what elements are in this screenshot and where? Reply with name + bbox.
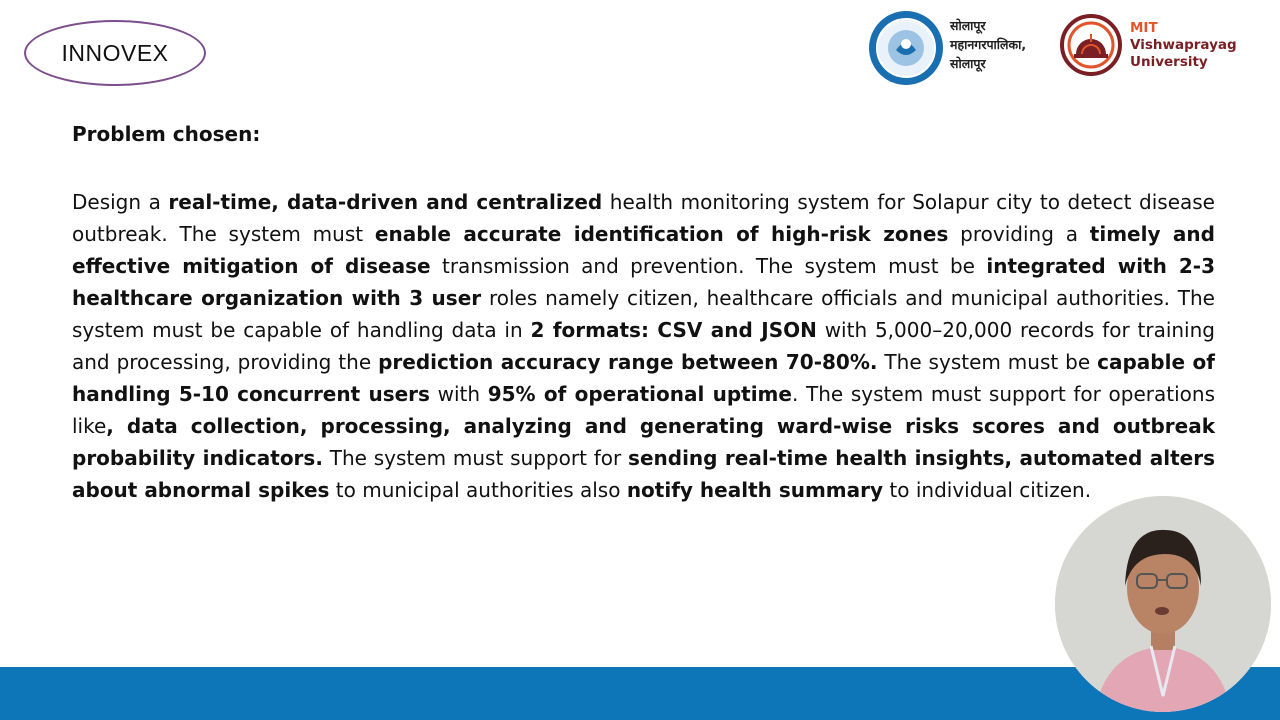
emphasized-text: sending real-time health insights, automated alters about abnormal spikes	[72, 446, 1215, 502]
slide-heading: Problem chosen:	[72, 122, 261, 146]
emphasized-text: timely and effective mitigation of disease	[72, 222, 1215, 278]
emphasized-text: capable of handling 5-10 concurrent users	[72, 350, 1215, 406]
university-name-mit: MIT	[1130, 20, 1158, 36]
presenter-webcam	[1055, 496, 1271, 712]
paragraph-text: . The system must support for operations like	[72, 382, 1216, 438]
paragraph-text: providing a	[948, 222, 1090, 246]
paragraph-text: with	[429, 382, 488, 406]
emphasized-text: notify health summary	[626, 478, 884, 502]
paragraph-text: The system must be	[877, 350, 1098, 374]
paragraph-text: roles namely citizen, healthcare officials and municipal authorities. The system must be capable of handling data in	[72, 286, 1215, 342]
team-name-badge	[24, 20, 206, 86]
emphasized-text: enable accurate identification of high-risk zones	[374, 222, 949, 246]
problem-statement	[72, 186, 1215, 506]
emphasized-text: , data collection, processing, analyzing and generating ward-wise risks scores and outbreak probability indicators.	[72, 414, 1215, 470]
municipal-name-line-3: सोलापूर	[950, 56, 986, 71]
emphasized-text: 95% of operational uptime	[487, 382, 792, 406]
paragraph-text: Design a	[72, 190, 169, 214]
municipal-name-line-2: महानगरपालिका,	[950, 37, 1027, 52]
emphasized-text: integrated with 2-3 healthcare organization with 3 user	[72, 254, 1215, 310]
emphasized-text: 2 formats: CSV and JSON	[530, 318, 817, 342]
university-name	[1130, 20, 1237, 71]
solapur-municipal-seal-icon	[868, 10, 944, 86]
presenter-image	[1055, 496, 1271, 712]
mit-university-logo-icon	[1060, 14, 1122, 76]
municipal-name	[950, 16, 1060, 73]
university-name-line-2: Vishwaprayag	[1130, 37, 1237, 53]
paragraph-text: The system must support for	[322, 446, 629, 470]
paragraph-text: to individual citizen.	[883, 478, 1092, 502]
university-name-line-3: University	[1130, 54, 1208, 70]
emphasized-text: real-time, data-driven and centralized	[168, 190, 603, 214]
paragraph-text: health monitoring system for Solapur city to detect disease outbreak. The system must	[72, 190, 1215, 246]
team-name: INNOVEX	[61, 39, 169, 66]
paragraph-text: to municipal authorities also	[329, 478, 627, 502]
paragraph-text: transmission and prevention. The system must be	[430, 254, 987, 278]
paragraph-text: with 5,000–20,000 records for training and processing, providing the	[72, 318, 1215, 374]
emphasized-text: prediction accuracy range between 70-80%.	[378, 350, 878, 374]
municipal-name-line-1: सोलापूर	[950, 18, 986, 33]
slide-content	[72, 118, 1215, 506]
